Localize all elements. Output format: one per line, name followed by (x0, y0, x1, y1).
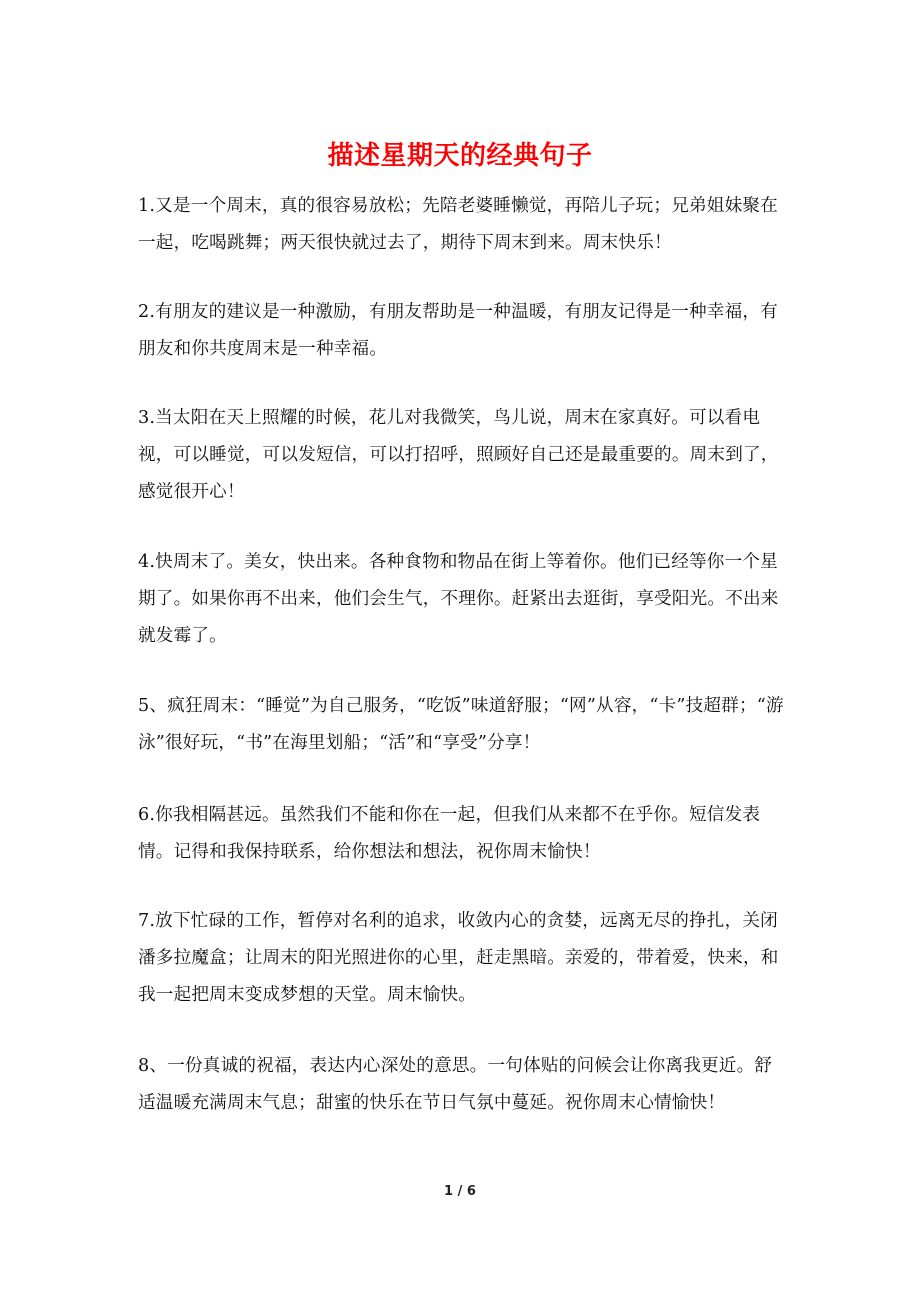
paragraph-3: 3.当太阳在天上照耀的时候，花儿对我微笑，鸟儿说，周末在家真好。可以看电视，可以睡觉，可以发短信，可以打招呼，照顾好自己还是最重要的。周末到了，感觉很开心！ (138, 408, 779, 502)
paragraph-1: 1.又是一个周末，真的很容易放松；先陪老婆睡懒觉，再陪儿子玩；兄弟姐妹聚在一起，吃喝跳舞；两天很快就过去了，期待下周末到来。周末快乐！ (138, 196, 778, 253)
paragraph-6: 6.你我相隔甚远。虽然我们不能和你在一起，但我们从来都不在乎你。短信发表情。记得和我保持联系，给你想法和想法，祝你周末愉快！ (138, 805, 761, 862)
paragraph-2: 2.有朋友的建议是一种激励，有朋友帮助是一种温暖，有朋友记得是一种幸福，有朋友和你共度周末是一种幸福。 (138, 302, 778, 359)
page-number: 1 / 6 (444, 1184, 476, 1199)
paragraph-5: 5、疯狂周末：“睡觉”为自己服务，“吃饭”味道舒服；“网”从容，“卡”技超群；“游泳”很好玩，“书”在海里划船；“活”和“享受”分享！ (138, 696, 784, 753)
paragraph-8: 8、一份真诚的祝福，表达内心深处的意思。一句体贴的问候会让你离我更近。舒适温暖充满周末气息；甜蜜的快乐在节日气氛中蔓延。祝你周末心情愉快！ (138, 1056, 773, 1113)
paragraph-4: 4.快周末了。美女，快出来。各种食物和物品在街上等着你。他们已经等你一个星期了。如果你再不出来，他们会生气，不理你。赶紧出去逛街，享受阳光。不出来就发霉了。 (138, 552, 779, 646)
document-title: 描述星期天的经典句子 (327, 141, 593, 171)
paragraph-7: 7.放下忙碌的工作，暂停对名利的追求，收敛内心的贪婪，远离无尽的挣扎，关闭潘多拉魔盒；让周末的阳光照进你的心里，赶走黑暗。亲爱的，带着爱，快来，和我一起把周末变成梦想的天堂。周末愉快。 (138, 911, 779, 1005)
